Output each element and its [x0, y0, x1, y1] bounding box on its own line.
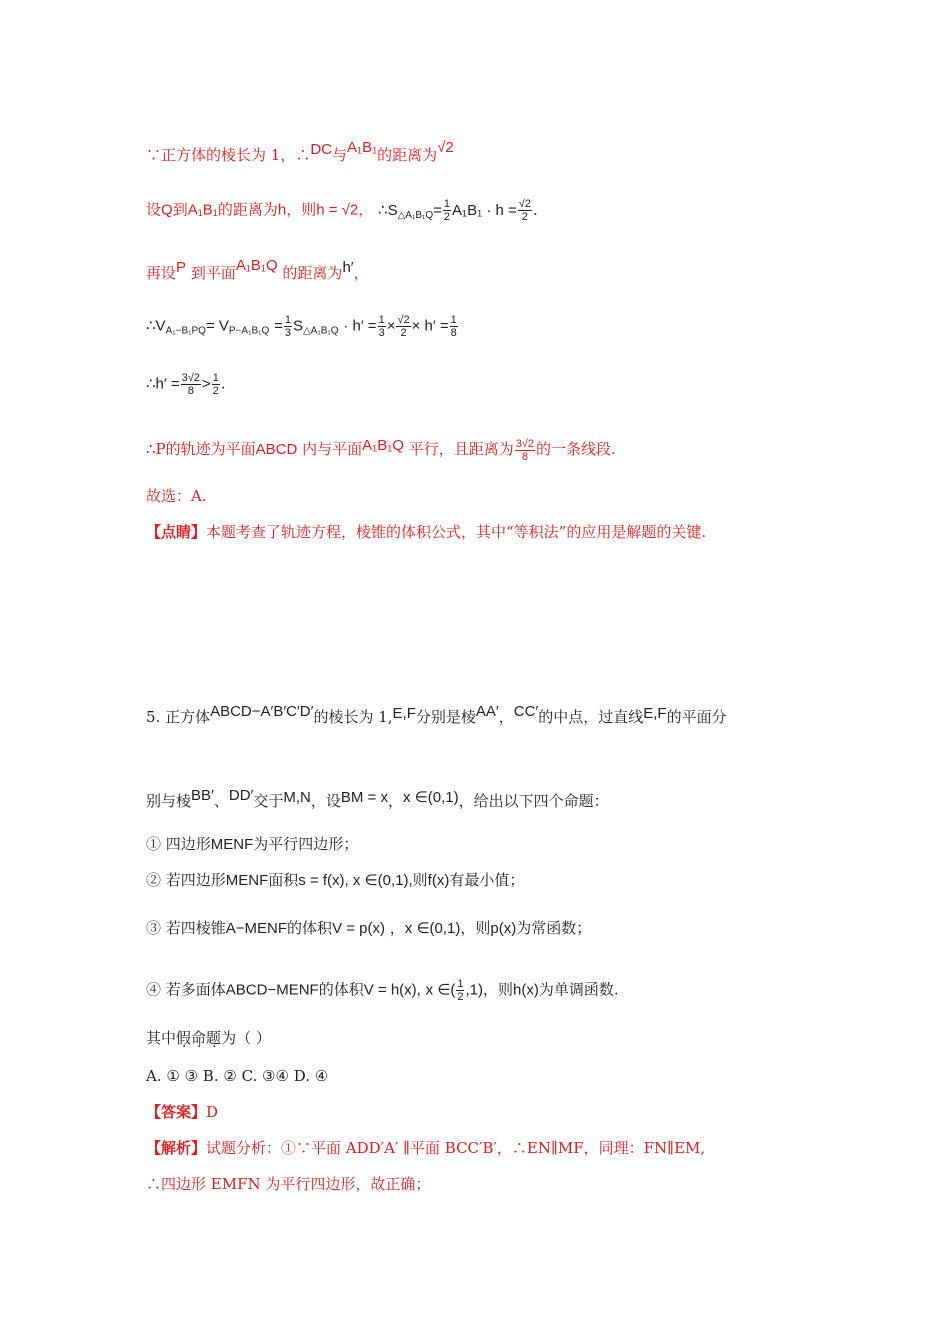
- analysis-label: 【解析】: [146, 1139, 207, 1157]
- answer-line: [146, 1102, 218, 1122]
- fraction-half: $\frac{1}{2}$: [443, 198, 451, 223]
- solution-line-6: ∴P的轨迹为平面ABCD 内与平面A₁B₁Q 平行，且距离为 $\frac{3√2}{8}$ 的一条线段.: [146, 437, 616, 463]
- answer-value: D: [206, 1103, 219, 1121]
- solution-line-1: ∵正方体的棱长为 1，∴DC与A₁B₁的距离为√2: [146, 139, 454, 164]
- choice-statement: 故选：A.: [146, 487, 207, 505]
- solution-line-4: $\therefore V_{A_1-B_1PQ}= V_{P-A_1B_1Q}$ = $\frac{1}{3}$ $S_{\triangle A_1B_1Q} \cdot h'$ = $\frac{1}{3}$ × $\frac{√2}{2}$ × h′ = $\frac{1}{8}$: [146, 314, 457, 339]
- solution-line-5: ∴h′ = $\frac{3√2}{8}$ > $\frac{1}{2}$ .: [146, 372, 226, 397]
- analysis-line-1: 【解析】试题分析：①∵平面 ADD′A′ ∥平面 BCC′B′，∴EN∥MF，同理：FN∥EM,: [146, 1139, 706, 1157]
- proposition-1: ① 四边形MENF为平行四边形；: [146, 835, 359, 853]
- answer-label: 【答案】: [146, 1103, 207, 1121]
- solution-line-3: 再设P 到平面A₁B₁Q 的距离为h′，: [146, 257, 369, 282]
- solution-line-2: 设Q到A₁B₁的距离为h，则h = √2， $\therefore S_{\triangle A_1B_1Q}=$ $\frac{1}{2}$ A₁B₁ · h = $\frac{√2}{2}$ .: [146, 198, 538, 223]
- analysis-line-2: ∴四边形 EMFN 为平行四边形，故正确；: [146, 1175, 431, 1193]
- question-5-line-2: 别与棱BB′、DD′交于M,N，设BM = x，x ∈(0,1)，给出以下四个命题：: [146, 787, 609, 810]
- answer-choices: A. ① ③ B. ② C. ③④ D. ④: [146, 1067, 329, 1085]
- fraction-sqrt2-over-2: $\frac{√2}{2}$: [518, 198, 531, 223]
- comment-label: 【点睛】: [146, 523, 207, 541]
- proposition-4: ④ 若多面体ABCD−MENF的体积V = h(x), x ∈( $\frac{1}{2}$ ,1)，则h(x)为单调函数.: [146, 978, 619, 1003]
- question-5-line-1: 5. 正方体ABCD−A′B′C′D′的棱长为 1,E,F分别是棱AA′，CC′的中点，过直线E,F的平面分: [146, 703, 727, 726]
- because-symbol: ∵: [146, 146, 162, 164]
- comment-line: 【点睛】本题考查了轨迹方程，棱锥的体积公式，其中“等积法”的应用是解题的关键.: [146, 523, 707, 541]
- area-formula: $\therefore S_{\triangle A_1B_1Q}=$ $\frac{1}{2}$ A₁B₁ · h = $\frac{√2}{2}$ .: [378, 198, 538, 223]
- proposition-3: ③ 若四棱锥A−MENF的体积V = p(x) ，x ∈(0,1)，则p(x)为常函数；: [146, 919, 592, 937]
- question-ask: 其中假命题为（ ）: [146, 1029, 271, 1047]
- proposition-2: ② 若四边形MENF面积s = f(x), x ∈(0,1),则f(x)有最小值；: [146, 871, 525, 889]
